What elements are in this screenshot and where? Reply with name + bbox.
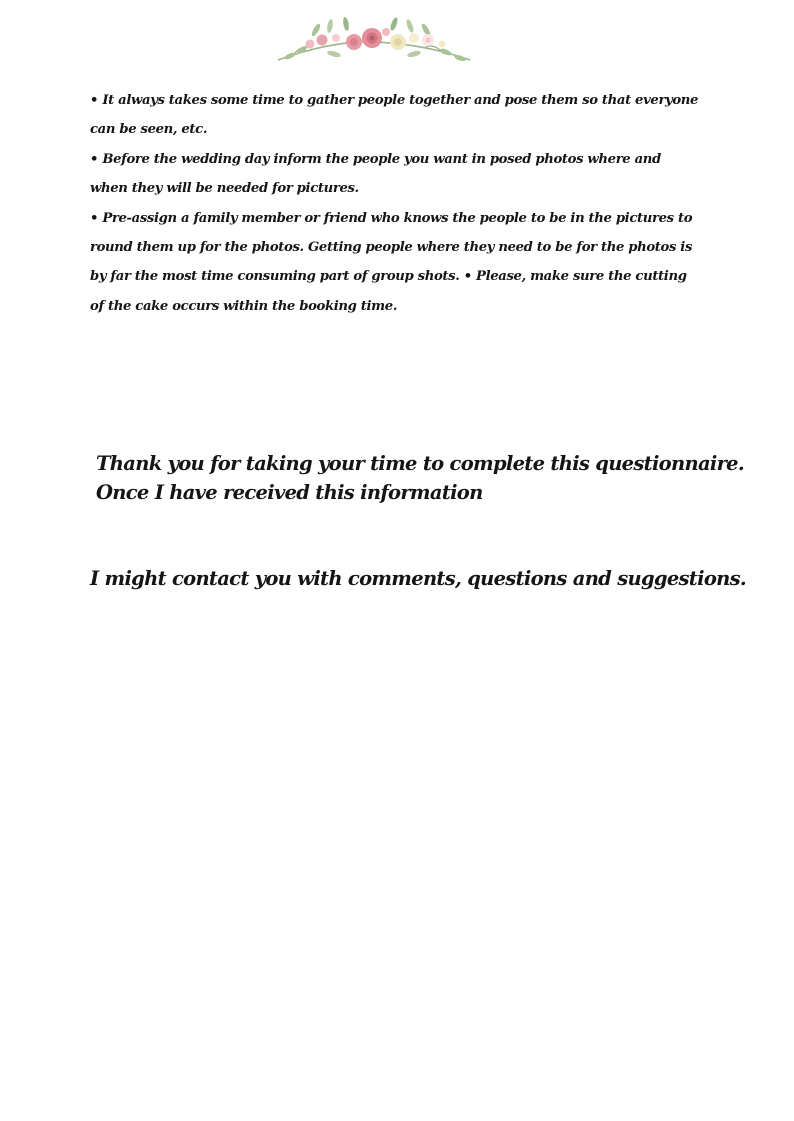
- note-inform-people: • Before the wedding day inform the people you want in posed photos where and when they will be needed for pictures.: [90, 151, 661, 197]
- contact-message: I might contact you with comments, questions and suggestions.: [90, 567, 746, 590]
- thank-you-message: [96, 450, 744, 507]
- photo-notes: [90, 86, 700, 321]
- note-gathering-people: • It always takes some time to gather people together and pose them so that everyone can be seen, etc.: [90, 93, 699, 138]
- thanks-line-1: Thank you for taking your time to complete this questionnaire.: [96, 452, 744, 475]
- thanks-line-2: Once I have received this information: [96, 480, 483, 504]
- floral-garland-icon: [274, 14, 474, 66]
- note-pre-assign-helper: • Pre-assign a family member or friend who knows the people to be in the pictures to round them up for the photos. Getting people where they need to be for the photos is by far the most time consuming part of group shots. • Please, make sure the cutting of the cake occurs within the booking time.: [90, 210, 693, 314]
